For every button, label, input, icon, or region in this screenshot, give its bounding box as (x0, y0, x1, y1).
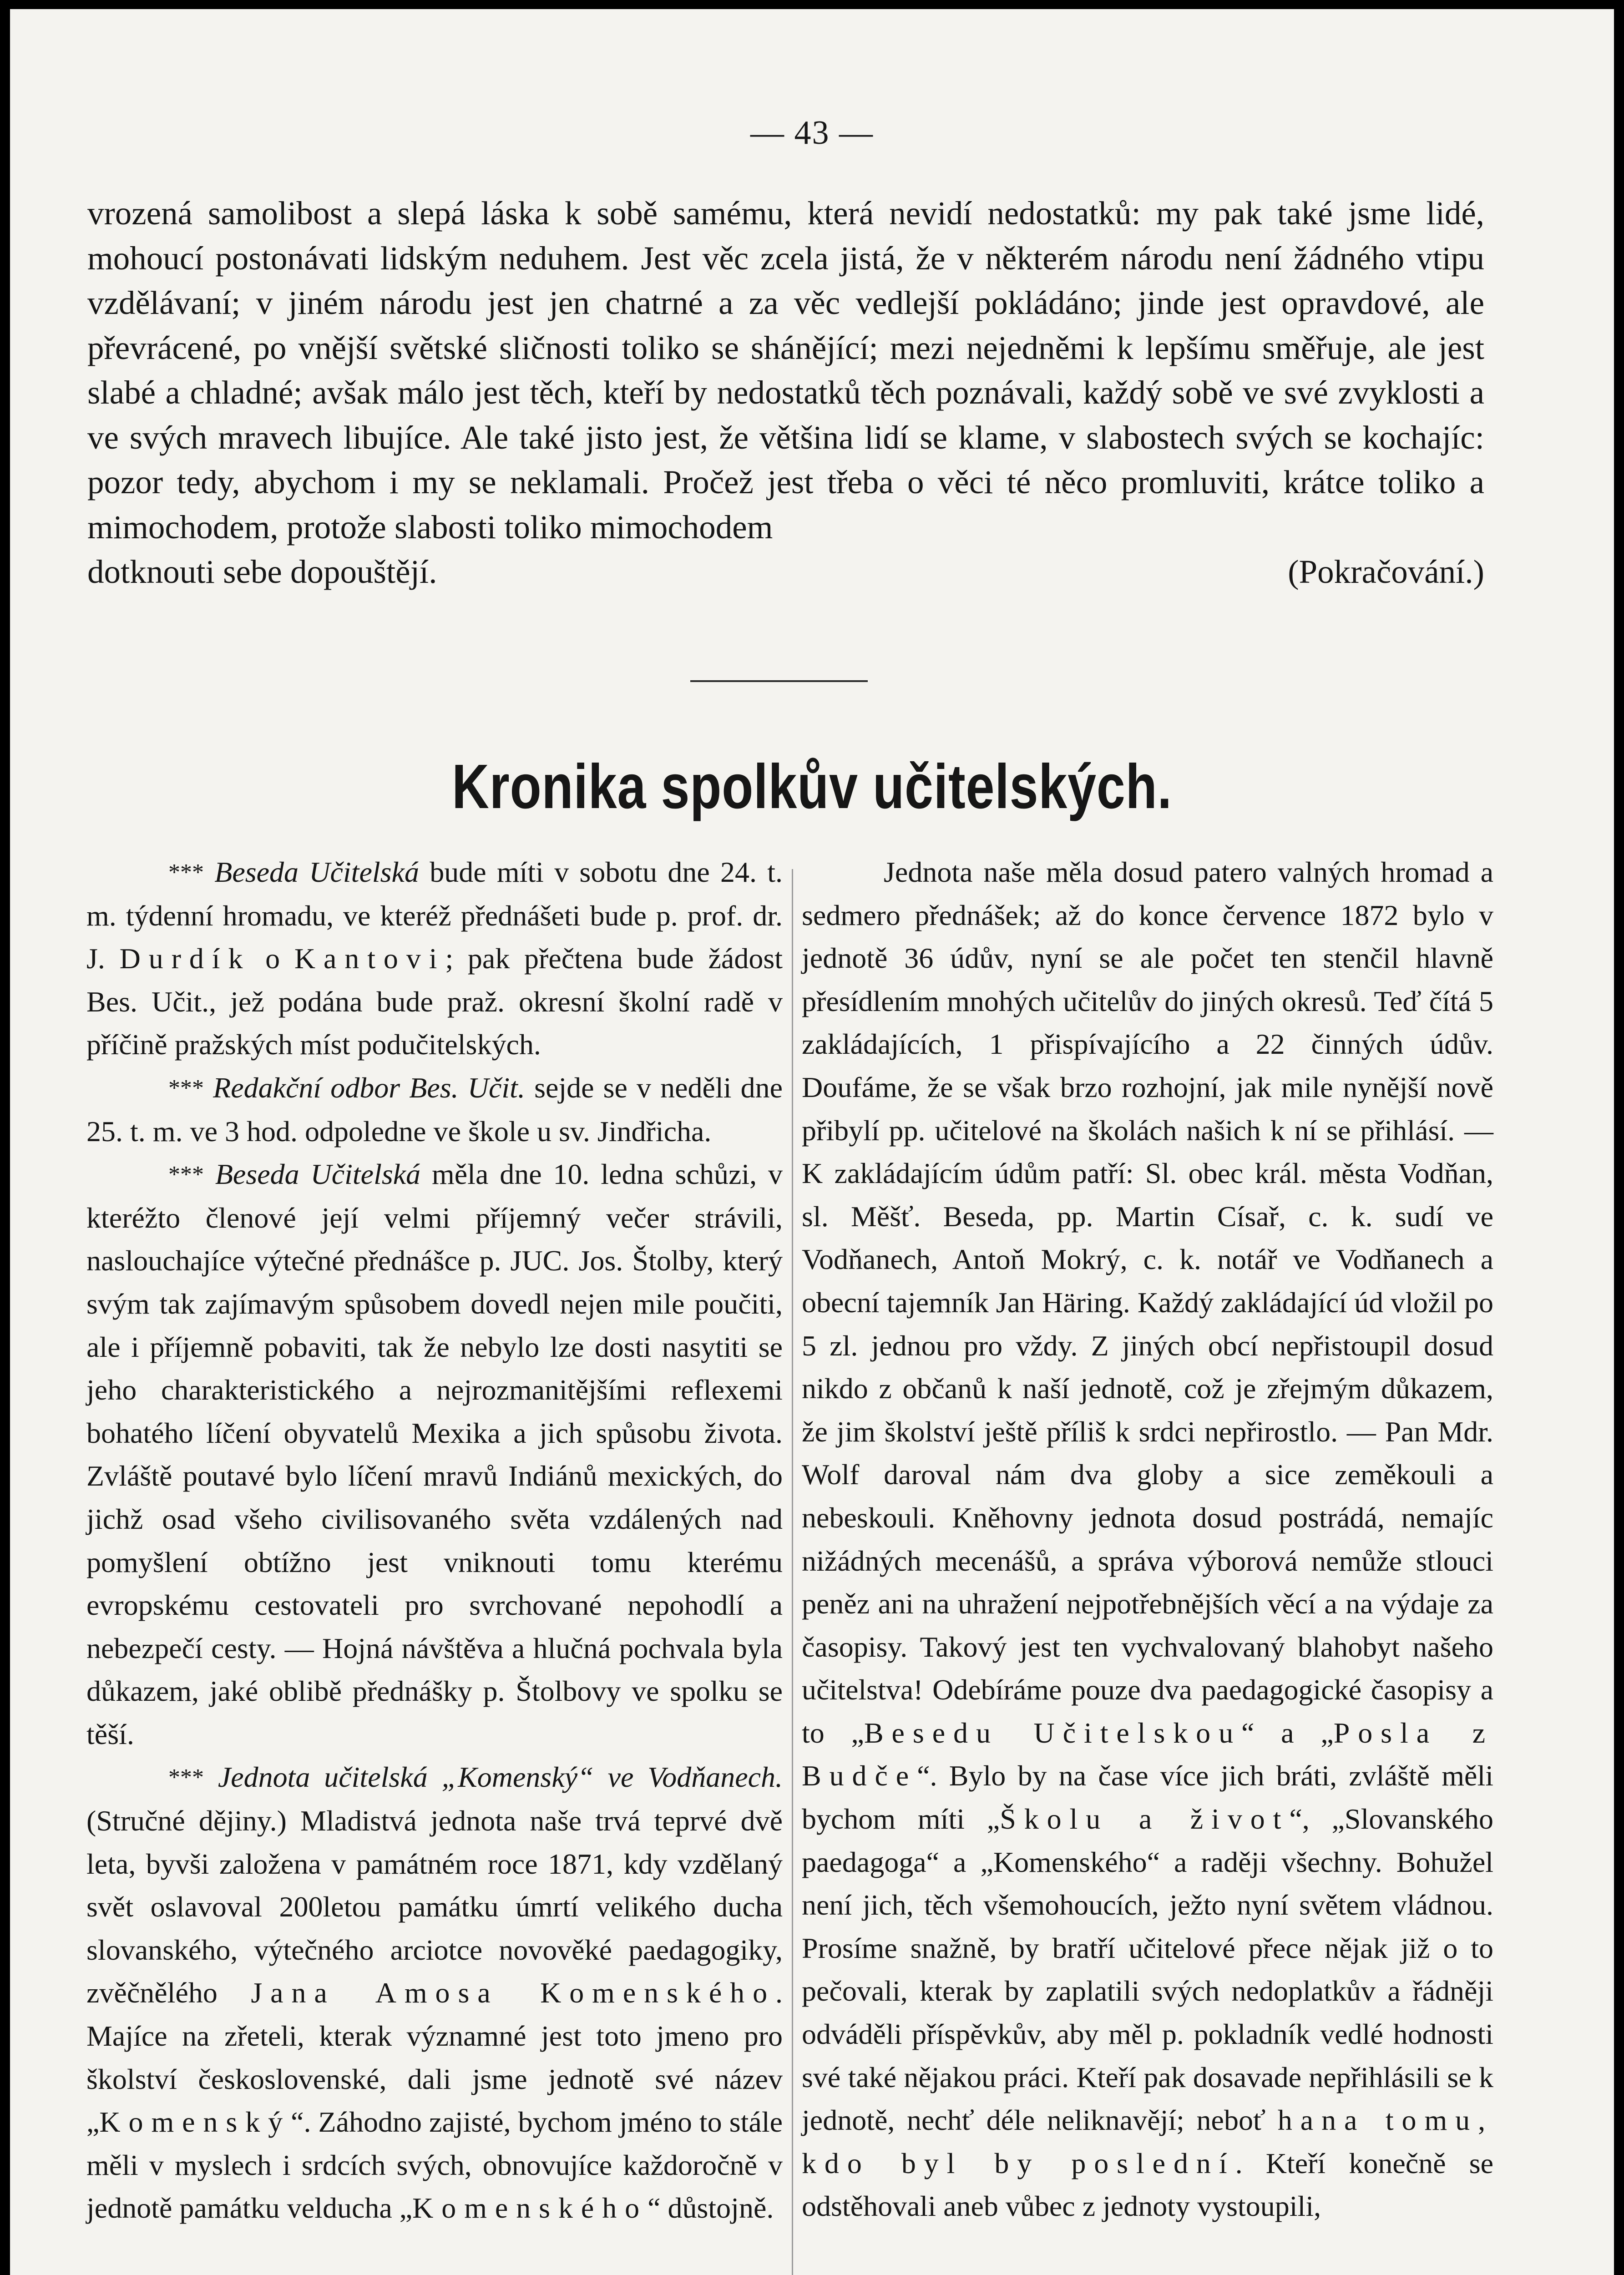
spaced-name: Durdík (119, 942, 251, 975)
article-title: Redakční odbor Bes. Učit. (213, 1071, 525, 1104)
spaced-name: Komenský (99, 2106, 291, 2138)
intro-paragraph: vrozená samolibost a slepá láska k sobě samému, která nevidí nedostatků: my pak také jsme lidé, mohoucí postonávati lidským neduhem. Jest věc zcela jistá, že v některém národu není žádného vtipu vzdělávaní; v jiném národu jest jen chatrné a za věc vedlejší pokládáno; jinde jest opravdové, ale převrácené, po vnější světské sličnosti toliko se shánějící; mezi nejedněmi k lepšímu směřuje, ale jest slabé a chladné; avšak málo jest těch, kteří by nedostatků těch poznávali, každý sobě ve své zvyklosti a ve svých mravech libujíce. Ale také jisto jest, že většina lidí se klame, v slabostech svých se kochajíc: pozor tedy, abychom i my se neklamali. Pročež jest třeba o věci té něco promluviti, krátce toliko a mimochodem, protože slabosti toliko mimochodem (87, 195, 1484, 546)
page-number: — 43 — (750, 114, 874, 152)
article-redakcni-odbor: *** Redakční odbor Bes. Učit. sejde se v neděli dne 25. t. m. ve 3 hod. odpoledne ve škole u sv. Jindřicha. (86, 1071, 783, 1148)
asterism: *** (168, 1764, 204, 1791)
asterism: *** (168, 859, 204, 885)
right-column (802, 851, 1493, 2228)
intro-last-line (87, 550, 1484, 595)
asterism: *** (168, 1075, 204, 1101)
article-title: Beseda Učitelská (214, 856, 419, 888)
article-title: Beseda Učitelská (215, 1158, 421, 1191)
intro-last-text: dotknouti sebe dopouštějí. (87, 553, 437, 590)
spaced-name: Besedu Učitelskou (864, 1716, 1242, 1749)
article-beseda-schuze: *** Beseda Učitelská měla dne 10. ledna schůzi, v kteréžto členové její velmi příjemný večer strávili, naslouchajíce výtečné přednášce p. JUC. Jos. Štolby, který svým tak zajímavým spůsobem dovedl nejen mile poučiti, ale i příjemně pobaviti, tak že nebylo lze dosti nasytiti se jeho charakteristického a nejrozmanitějšími reflexemi bohatého líčení obyvatelů Mexika a jich spůsobu života. Zvláště poutavé bylo líčení mravů Indiánů mexických, do jichž osad všeho civilisovaného světa vzdálených nad pomyšlení obtížno jest vniknouti tomu kterému evropskému cestovateli pro svrchované nepohodlí a nebezpečí cesty. — Hojná návštěva a hlučná pochvala byla důkazem, jaké oblibě přednášky p. Štolbovy ve spolku se těší. (86, 1158, 783, 1750)
intro-text-block (87, 191, 1484, 595)
article-beseda-sobota: *** Beseda Učitelská bude míti v sobotu dne 24. t. m. týdenní hromadu, ve kteréž přednášeti bude p. prof. dr. J. Durdík o Kantovi; pak přečtena bude žádost Bes. Učit., jež podána bude praž. okresní školní radě v příčině pražských míst podučitelských. (86, 856, 783, 1061)
article-title: Jednota učitelská „Komenský“ ve Vodňanech. (218, 1761, 783, 1794)
article-jednota-continued: Jednota naše měla dosud patero valných hromad a sedmero přednášek; až do konce července 1872 bylo v jednotě 36 údův, nyní se ale počet ten stenčil hlavně přesídlením mnohých učitelův do jiných okresů. Teď čítá 5 zakládajících, 1 přispívajícího a 22 činných údův. Doufáme, že se však brzo rozhojní, jak mile nynější nově přibylí pp. učitelové na školách našich k ní se přihlásí. — K zakládajícím údům patří: Sl. obec král. města Vodňan, sl. Měšť. Beseda, pp. Martin Císař, c. k. sudí ve Vodňanech, Antoň Mokrý, c. k. notář ve Vodňanech a obecní tajemník Jan Häring. Každý zakládající úd vložil po 5 zl. jednou pro vždy. Z jiných obcí nepřistoupil dosud nikdo z občanů k naší jednotě, což je zřejmým důkazem, že jim školství ještě příliš k srdci nepřirostlo. — Pan Mdr. Wolf daroval nám dva globy a sice zeměkouli a nebeskouli. Kněhovny jednota dosud postrádá, nemajíc nižádných mecenášů, a správa výborová nemůže stlouci peněz ani na uhražení nejpotřebnějších věcí a na výdaje za časopisy. Takový jest ten vychvalovaný blahobyt našeho učitelstva! Odebíráme pouze dva paedagogické časopisy a to „Besedu Učitelskou“ a „Posla z Budče“. Bylo by na čase více jich bráti, zvláště měli bychom míti „Školu a život“, „Slovanského paedagoga“ a „Komenského“ a raději všechny. Bohužel není jich, těch všemohoucích, ježto nyní světem vládnou. Prosíme snažně, by bratří učitelové přece nějak již o to pečovali, kterak by zaplatili svých nedoplatkův a řádněji odváděli příspěvkův, aby měl p. pokladník vedlé hodnosti své také nějakou práci. Kteří pak dosavade nepřihlásili se k jednotě, nechť déle neliknavějí; neboť hana tomu, kdo byl by poslední. Kteří konečně se odstěhovali aneb vůbec z jednoty vystoupili, (802, 856, 1494, 2223)
spaced-name: Posla z Budče (802, 1716, 1494, 1792)
spaced-name: Školu a život (1000, 1803, 1290, 1835)
left-column (86, 851, 783, 2230)
section-divider (690, 680, 868, 682)
spaced-name: Komenského (412, 2192, 648, 2224)
continued-note: (Pokračování.) (1288, 553, 1484, 590)
spaced-name: Jana Amosa Komenského (251, 1977, 775, 2009)
asterism: *** (168, 1162, 204, 1188)
spaced-name: Kantovi (294, 942, 445, 975)
column-divider (792, 869, 793, 2275)
section-heading: Kronika spolkův učitelských. (452, 752, 1172, 822)
article-jednota-komensky: *** Jednota učitelská „Komenský“ ve Vodňanech. (Stručné dějiny.) Mladistvá jednota naše trvá teprvé dvě leta, byvši založena v památném roce 1871, kdy vzdělaný svět oslavoval 200letou památku úmrtí velikého ducha slovanského, výtečného arciotce novověké paedagogiky, zvěčnělého Jana Amosa Komenského. Majíce na zřeteli, kterak významné jest toto jmeno pro školství československé, dali jsme jednotě své název „Komenský“. Záhodno zajisté, bychom jméno to stále měli v myslech i srdcích svých, obnovujíce každoročně v jednotě památku velducha „Komenského“ důstojně. (86, 1761, 783, 2224)
page (10, 9, 1614, 2275)
spaced-name: hana tomu, kdo byl by poslední (802, 2104, 1494, 2179)
